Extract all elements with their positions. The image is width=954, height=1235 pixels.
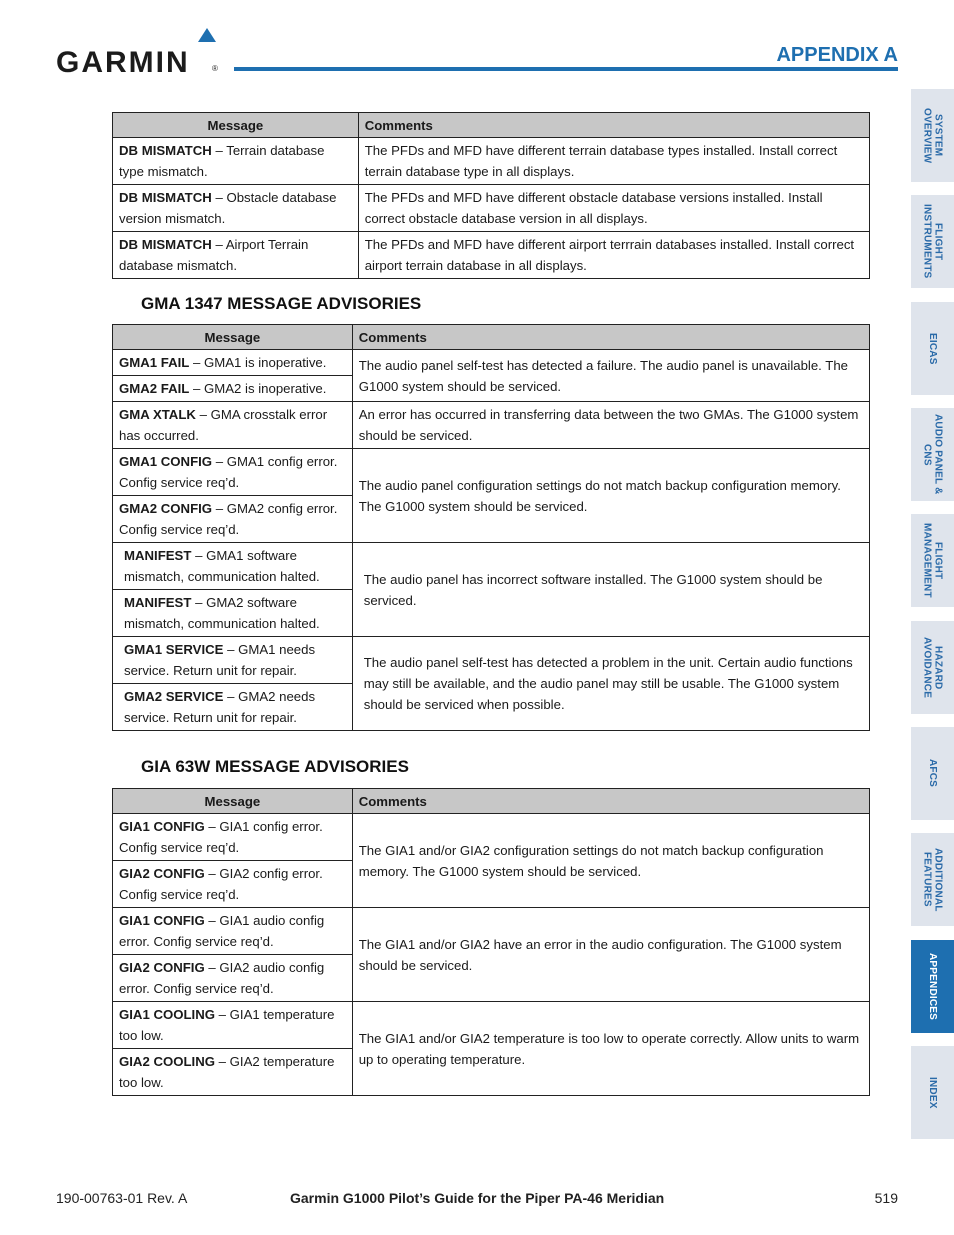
message-desc: – GMA1 needs service. Return unit for repair. [124, 642, 316, 678]
column-header-comments: Comments [358, 113, 869, 138]
comment-cell: The PFDs and MFD have different terrain database types installed. Install correct terrain database type in all displays. [358, 138, 869, 185]
table-row [113, 1002, 870, 1049]
column-header-message: Message [113, 113, 359, 138]
message-desc: – Airport Terrain database mismatch. [119, 237, 309, 273]
message-desc: – Obstacle database version mismatch. [119, 190, 337, 226]
table-row [113, 543, 870, 590]
side-tab-index[interactable] [911, 1046, 954, 1139]
comment-cell: The GIA1 and/or GIA2 have an error in the audio configuration. The G1000 system should be serviced. [352, 908, 869, 1002]
message-code: DB MISMATCH [119, 143, 212, 158]
side-tab-audio-panel-cns[interactable] [911, 408, 954, 501]
side-tab-label: INDEX [927, 1076, 938, 1109]
message-cell [113, 637, 353, 684]
message-cell [113, 814, 353, 861]
table-row [113, 402, 870, 449]
message-cell [113, 232, 359, 279]
gia-section-title: GIA 63W MESSAGE ADVISORIES [141, 757, 409, 776]
table-row [113, 814, 870, 861]
side-tab-label: SYSTEM OVERVIEW [921, 107, 944, 164]
table-row [113, 350, 870, 376]
comment-cell: The audio panel self-test has detected a failure. The audio panel is unavailable. The G1000 system should be serviced. [352, 350, 869, 402]
message-code: GMA2 CONFIG [119, 501, 213, 516]
message-code: GMA1 SERVICE [124, 642, 224, 657]
header-rule [234, 67, 898, 71]
message-desc: – GMA2 config error. Config service req’d. [119, 501, 338, 537]
message-desc: – GIA2 config error. Config service req’d. [119, 866, 323, 902]
message-cell [113, 684, 353, 731]
message-desc: – GMA2 software mismatch, communication halted. [124, 595, 320, 631]
message-desc: – GMA1 is inoperative. [189, 355, 327, 370]
message-code: GMA1 FAIL [119, 355, 190, 370]
comment-cell: The audio panel has incorrect software installed. The G1000 system should be serviced. [352, 543, 869, 637]
message-cell [113, 908, 353, 955]
comment-cell: The GIA1 and/or GIA2 configuration settings do not match backup configuration memory. The G1000 system should be serviced. [352, 814, 869, 908]
footer-page-number: 519 [874, 1190, 898, 1206]
logo-text: GARMIN [56, 46, 190, 79]
column-header-message: Message [113, 325, 353, 350]
message-code: GMA2 SERVICE [124, 689, 224, 704]
table-row [113, 908, 870, 955]
message-code: GIA2 COOLING [119, 1054, 215, 1069]
message-desc: – GIA2 audio config error. Config service req’d. [119, 960, 325, 996]
message-desc: – GIA1 temperature too low. [119, 1007, 335, 1043]
message-cell [113, 590, 353, 637]
side-tab-flight-instruments[interactable] [911, 195, 954, 288]
message-desc: – GMA2 needs service. Return unit for repair. [124, 689, 316, 725]
gia-advisories-table [112, 788, 870, 1096]
side-tab-label: EICAS [927, 332, 938, 365]
message-code: GMA XTALK [119, 407, 196, 422]
message-desc: – GMA1 software mismatch, communication halted. [124, 548, 320, 584]
message-code: DB MISMATCH [119, 237, 212, 252]
column-header-comments: Comments [352, 789, 869, 814]
message-cell [113, 955, 353, 1002]
message-cell [113, 449, 353, 496]
footer-doc-number: 190-00763-01 Rev. A [56, 1190, 188, 1206]
message-desc: – Terrain database type mismatch. [119, 143, 325, 179]
table-header-row [113, 113, 870, 138]
side-tab-label: FLIGHT INSTRUMENTS [921, 204, 944, 279]
message-desc: – GIA1 audio config error. Config service req’d. [119, 913, 325, 949]
side-tab-label: HAZARD AVOIDANCE [921, 636, 944, 699]
comment-cell: The GIA1 and/or GIA2 temperature is too low to operate correctly. Allow units to warm up to operating temperature. [352, 1002, 869, 1096]
side-tab-label: APPENDICES [927, 952, 938, 1020]
message-cell [113, 543, 353, 590]
side-tab-appendices[interactable] [911, 940, 954, 1033]
side-tab-label: AFCS [927, 759, 938, 788]
side-tab-additional-features[interactable] [911, 833, 954, 926]
comment-cell: The PFDs and MFD have different airport terrrain databases installed. Install correct airport terrain database in all displays. [358, 232, 869, 279]
message-cell [113, 402, 353, 449]
message-desc: – GMA1 config error. Config service req’d. [119, 454, 338, 490]
side-tab-system-overview[interactable] [911, 89, 954, 182]
comment-cell: The audio panel self-test has detected a problem in the unit. Certain audio functions may still be available, and the audio panel may still be usable. The G1000 system should be serviced when possible. [352, 637, 869, 731]
table-header-row [113, 789, 870, 814]
side-tab-eicas[interactable] [911, 302, 954, 395]
logo-triangle-icon [198, 28, 216, 42]
message-code: GMA2 FAIL [119, 381, 190, 396]
gma-section-title: GMA 1347 MESSAGE ADVISORIES [141, 294, 422, 313]
side-tab-label: ADDITIONAL FEATURES [921, 847, 944, 912]
column-header-message: Message [113, 789, 353, 814]
message-desc: – GMA crosstalk error has occurred. [119, 407, 328, 443]
table-row [113, 637, 870, 684]
message-desc: – GIA2 temperature too low. [119, 1054, 335, 1090]
message-code: GIA1 CONFIG [119, 913, 205, 928]
table-row [113, 138, 870, 185]
gma-advisories-table [112, 324, 870, 731]
message-desc: – GMA2 is inoperative. [189, 381, 327, 396]
table-row [113, 449, 870, 496]
column-header-comments: Comments [352, 325, 869, 350]
message-code: GIA2 CONFIG [119, 960, 205, 975]
table-row [113, 232, 870, 279]
comment-cell: An error has occurred in transferring data between the two GMAs. The G1000 system should be serviced. [352, 402, 869, 449]
comment-cell: The audio panel configuration settings do not match backup configuration memory. The G1000 system should be serviced. [352, 449, 869, 543]
message-code: MANIFEST [124, 595, 192, 610]
comment-cell: The PFDs and MFD have different obstacle database versions installed. Install correct obstacle database version in all displays. [358, 185, 869, 232]
message-desc: – GIA1 config error. Config service req’d. [119, 819, 323, 855]
message-cell [113, 861, 353, 908]
message-cell [113, 350, 353, 376]
message-code: GIA1 COOLING [119, 1007, 215, 1022]
message-cell [113, 376, 353, 402]
logo-registered-mark: ® [212, 64, 218, 73]
footer-doc-title: Garmin G1000 Pilot’s Guide for the Piper PA-46 Meridian [290, 1190, 665, 1206]
message-code: GIA2 CONFIG [119, 866, 205, 881]
side-tab-label: FLIGHT MANAGEMENT [921, 523, 944, 598]
table-row [113, 185, 870, 232]
message-code: DB MISMATCH [119, 190, 212, 205]
message-cell [113, 496, 353, 543]
message-code: GIA1 CONFIG [119, 819, 205, 834]
table-header-row [113, 325, 870, 350]
message-cell [113, 1002, 353, 1049]
garmin-logo [56, 28, 221, 79]
message-cell [113, 138, 359, 185]
message-cell [113, 185, 359, 232]
page-title: APPENDIX A [776, 44, 898, 66]
side-tab-hazard-avoidance[interactable] [911, 621, 954, 714]
message-cell [113, 1049, 353, 1096]
side-tab-afcs[interactable] [911, 727, 954, 820]
side-tab-label: AUDIO PANEL & CNS [921, 414, 944, 495]
message-code: MANIFEST [124, 548, 192, 563]
side-tab-flight-management[interactable] [911, 514, 954, 607]
message-code: GMA1 CONFIG [119, 454, 213, 469]
db-mismatch-table [112, 112, 870, 279]
